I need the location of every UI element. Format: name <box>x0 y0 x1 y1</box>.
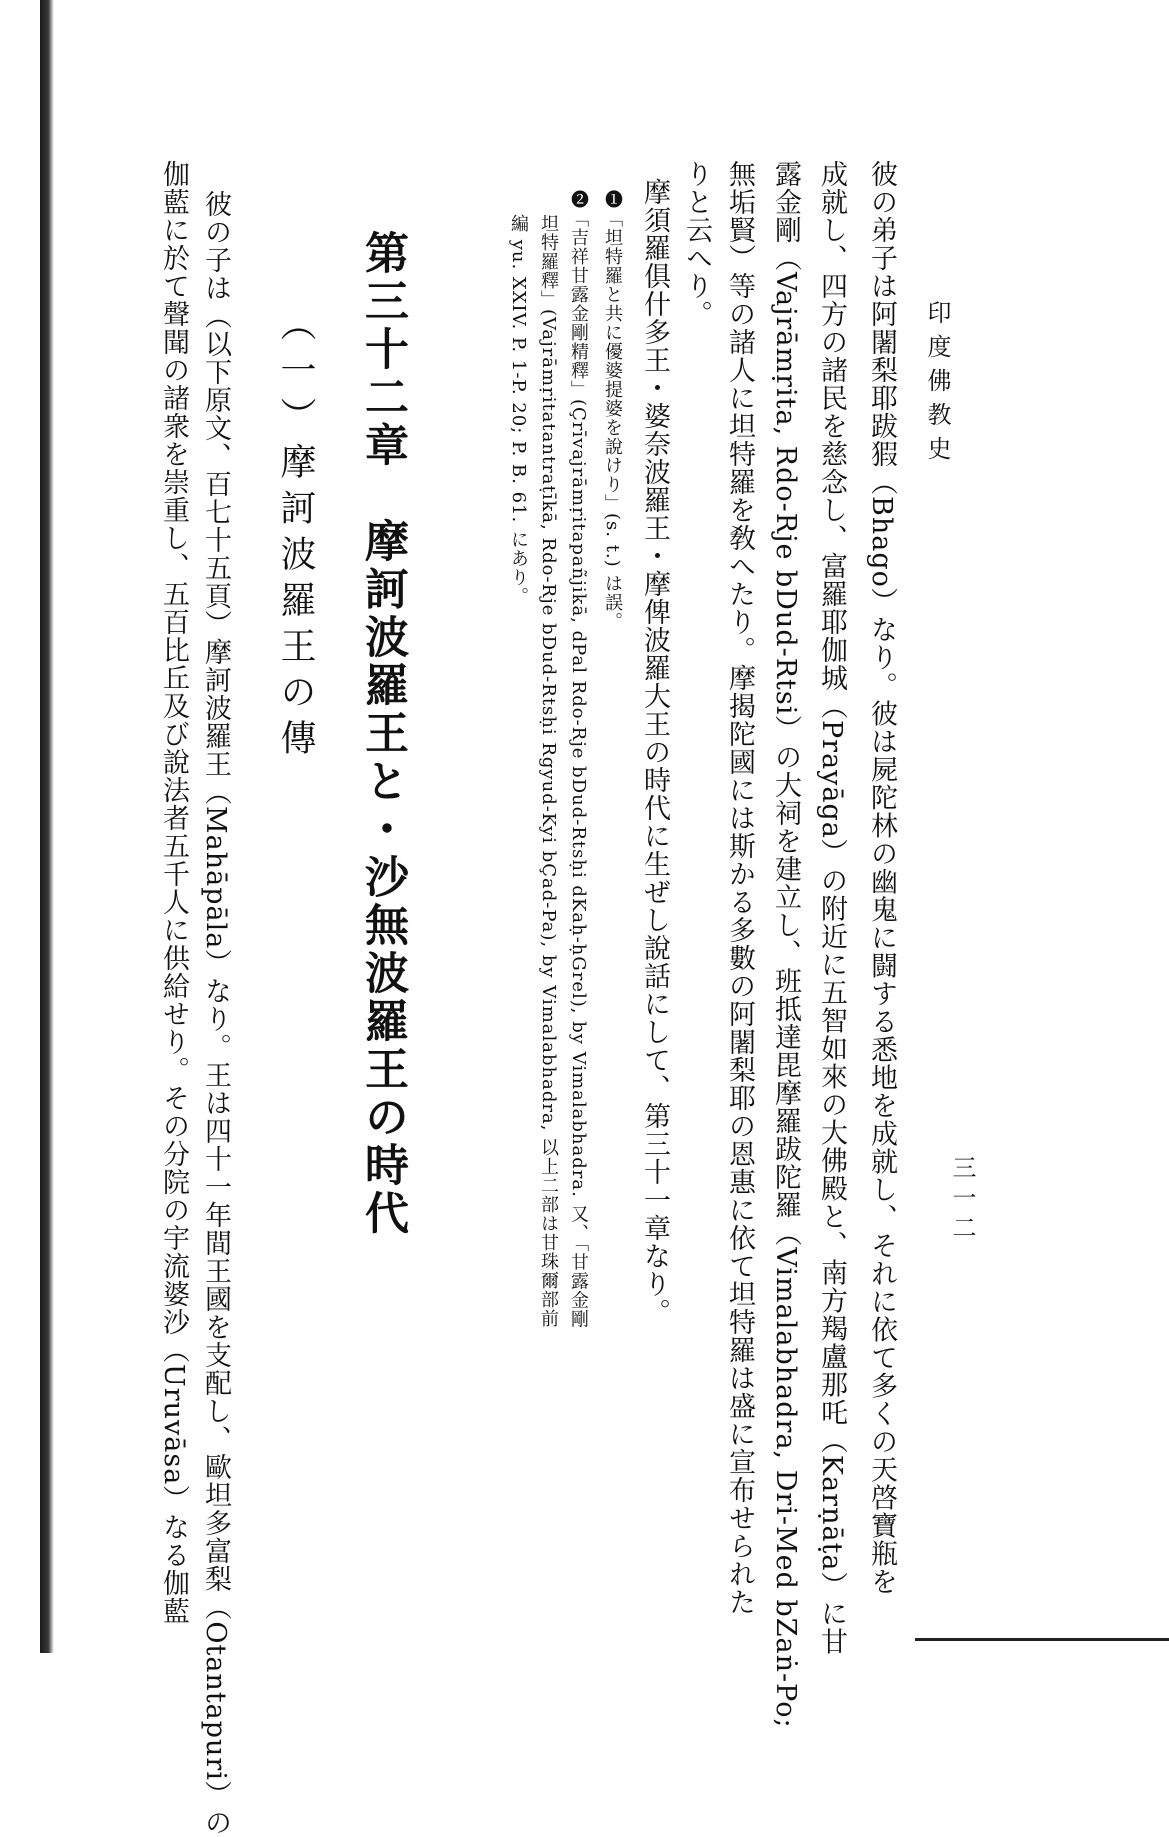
body-line-4: 無垢賢）等の諸人に坦特羅を敎へたり。摩揭陀國には斯かる多數の阿闍梨耶の恩惠に依て坦特羅は盛に宣布せられた <box>724 160 755 1616</box>
scan-binding-edge <box>40 0 54 1653</box>
footnote-2-cont: 坦特羅釋」(Vajrāmṛitatantraṭīkā, Rdo-Rje bDud-Rtsḥi Rgyud-Kyi bÇad-Pa), by Vimalabhadra, 以上二部は甘珠爾部前 <box>538 214 559 1329</box>
body-line-5: りと云へり。 <box>681 160 712 328</box>
running-title: 印度佛教史 <box>923 300 951 470</box>
body-line-6: 摩須羅俱什多王・婆奈波羅王・摩俾波羅大王の時代に生ぜし說話にして、第三十一章なり。 <box>639 178 670 1326</box>
body-line-2: 成就し、四方の諸民を慈念し、富羅耶伽城（Prayāga）の附近に五智如來の大佛殿と、南方羯盧那吒（Karṇāṭa）に甘 <box>816 160 847 1656</box>
footnote-2: ❷「吉祥甘露金剛精釋」(Çrīvajrāmṛitapañjikā, dPal Rdo-Rje bDud-Rtsḥi dKaḥ-ḥGrel), by Vimalabhadra. 又、「甘露金剛 <box>568 190 589 1329</box>
footnote-2-end: 編 yu. XXIV. P. 1-P. 20; P. B. 61. にあり。 <box>508 214 529 606</box>
section-title: （一）摩訶波羅王の傳 <box>275 305 316 765</box>
body-line-7: 彼の子は（以下原文、百七十五頁）摩訶波羅王（Mahāpāla）なり。王は四十一年間王國を支配し、歐坦多富梨（Otantapuri）の <box>200 190 231 1837</box>
chapter-title: 第三十二章 摩訶波羅王と・沙無波羅王の時代 <box>357 230 408 1238</box>
body-line-1: 彼の弟子は阿闍梨耶跋猳（Bhago）なり。彼は屍陀林の幽鬼に闘する悉地を成就し、それに依て多くの天啓寶瓶を <box>866 160 897 1596</box>
page-number: 三一二 <box>948 1155 976 1245</box>
body-line-8: 伽藍に於て聲聞の諸衆を崇重し、五百比丘及び說法者五千人に供給せり。その分院の宇流婆沙（Uruvāsa）なる伽藍 <box>158 160 189 1626</box>
footnote-1: ❶「坦特羅と共に優婆提婆を說けり」(s. t.) は誤。 <box>602 190 623 632</box>
bottom-rule <box>915 1638 1169 1641</box>
body-line-3: 露金剛（Vajrāmṛita, Rdo-Rje bDud-Rtsi）の大祠を建立し、班抵達毘摩羅跋陀羅（Vimalabhadra, Dri-Med bZaṅ-Po; <box>770 160 801 1729</box>
